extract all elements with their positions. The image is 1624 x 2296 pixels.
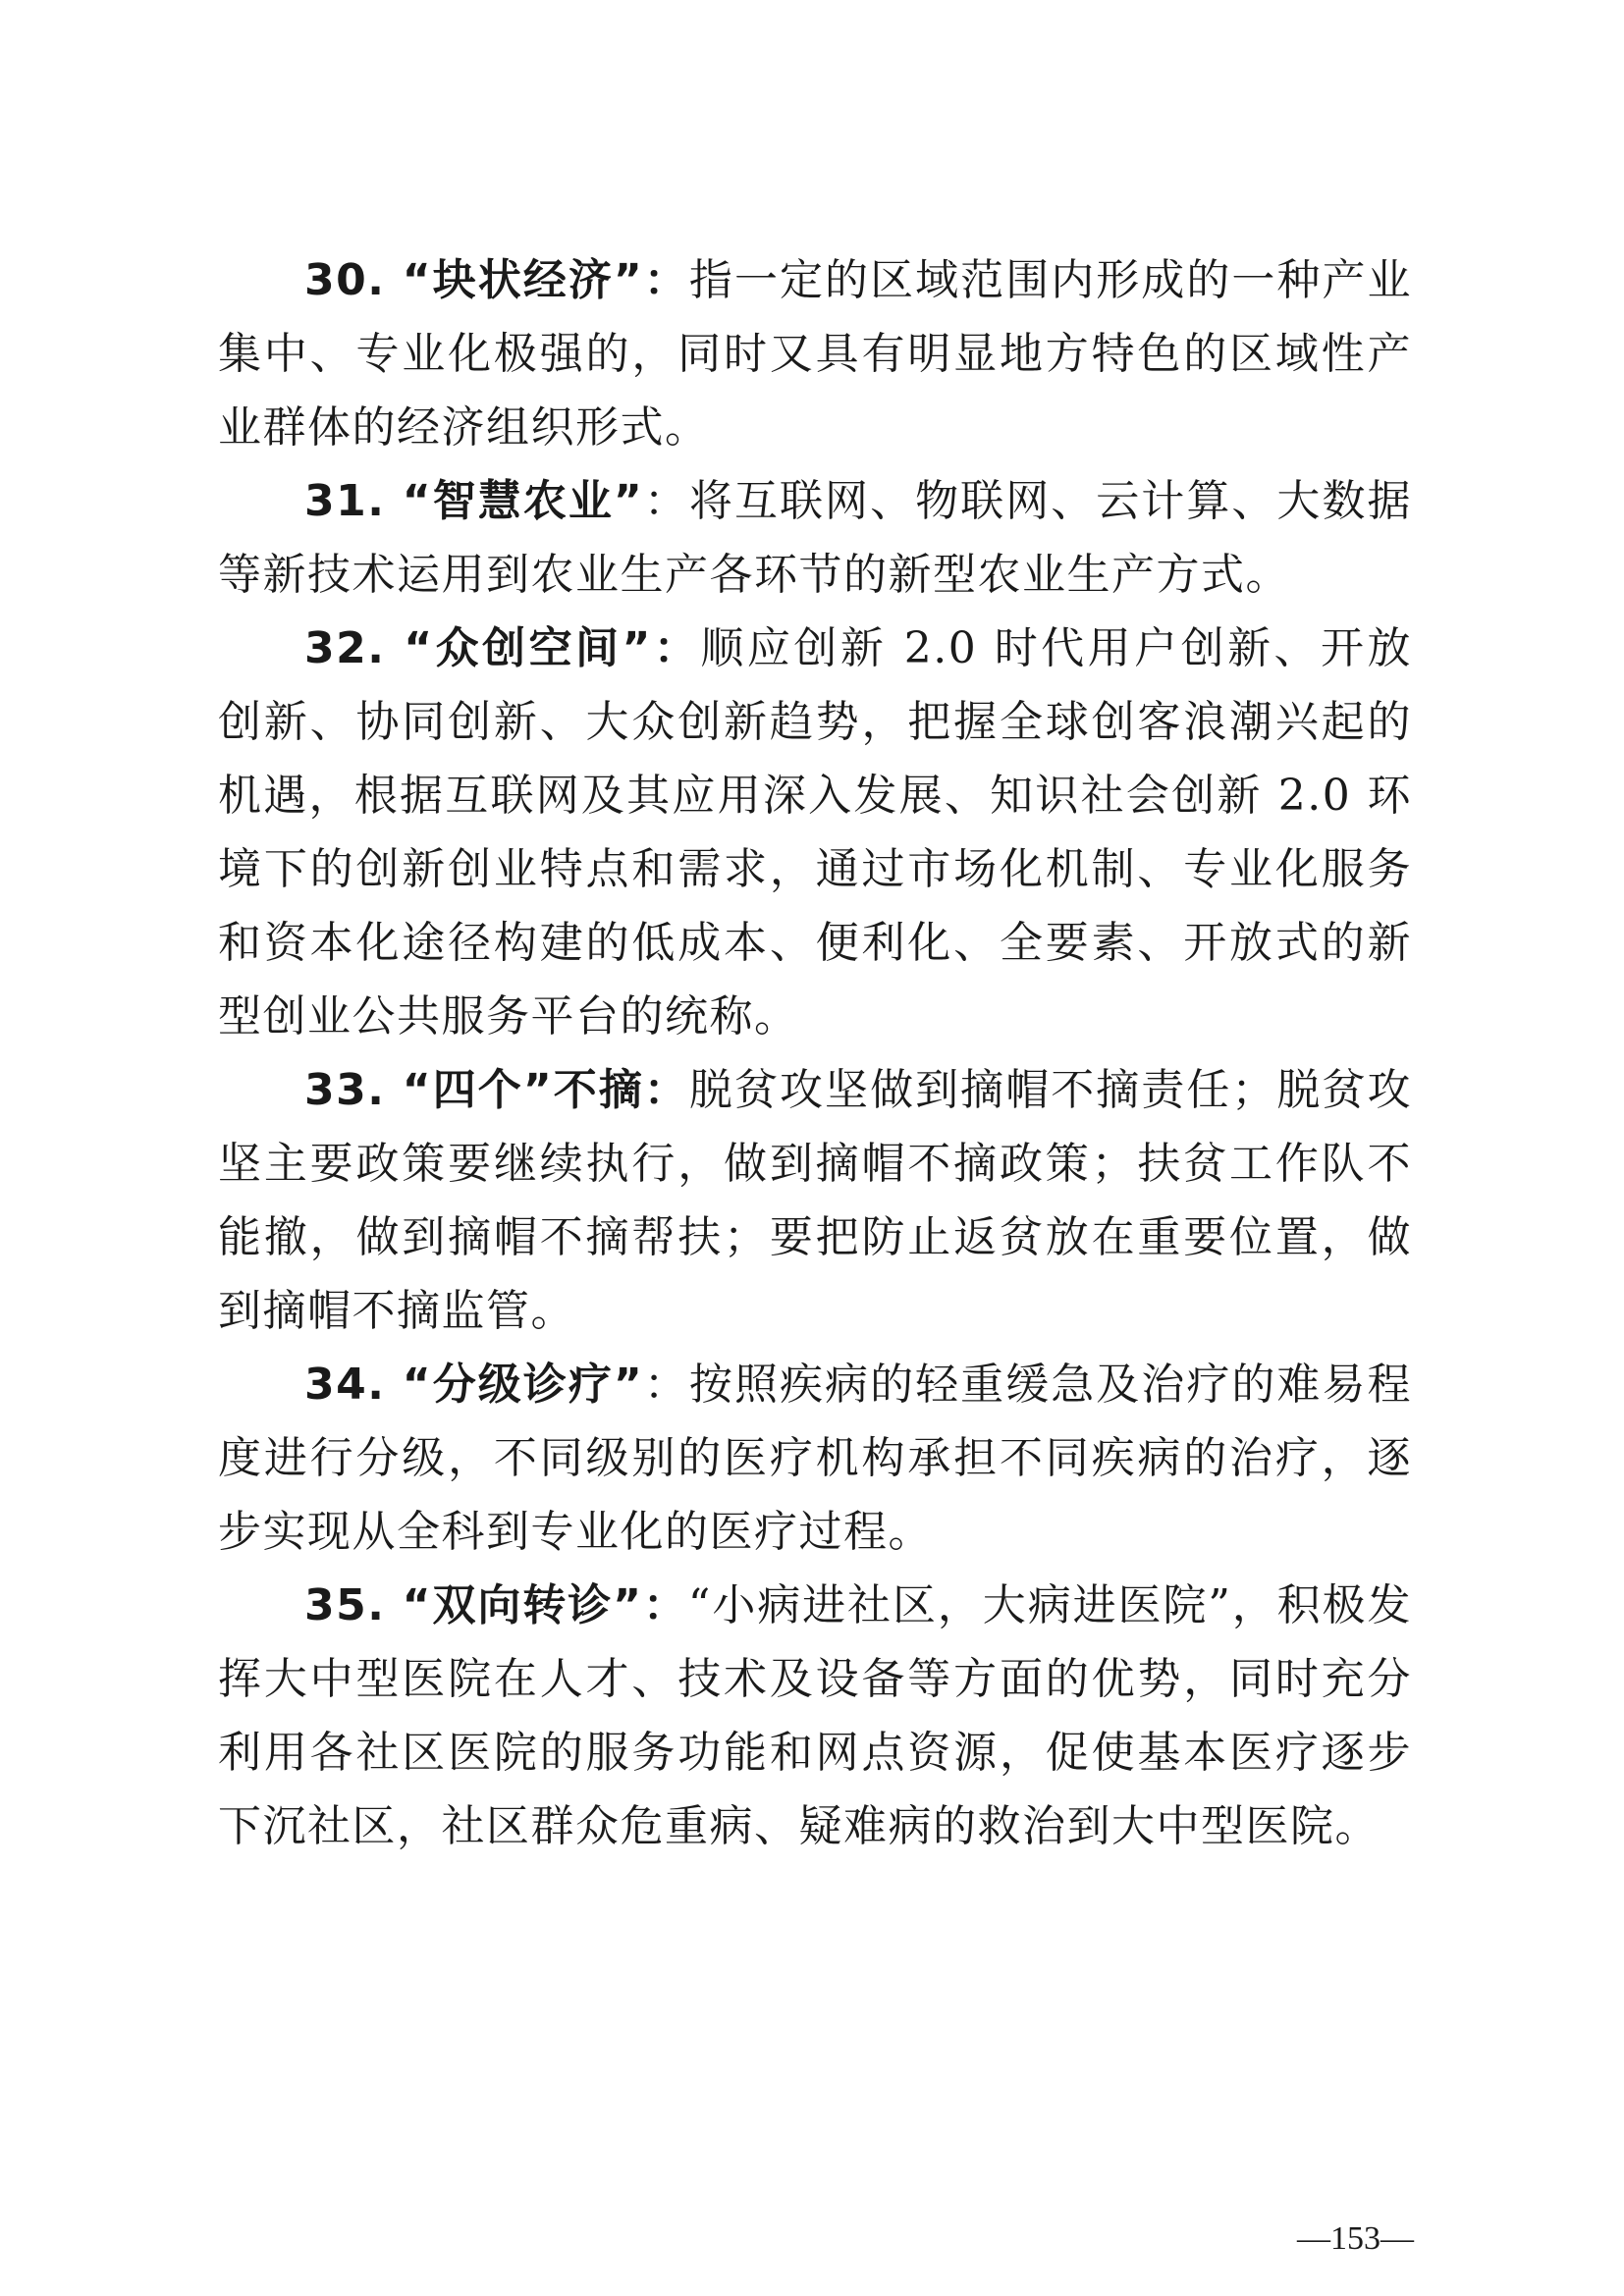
glossary-entry-33: [218, 1053, 1412, 1348]
entry-term: 35. “双向转诊”：: [304, 1580, 688, 1630]
document-body: [218, 243, 1412, 1863]
entry-definition: ：将互联网、物联网、云计算、大数据等新技术运用到农业生产各环节的新型农业生产方式。: [218, 476, 1413, 600]
glossary-entry-30: [218, 243, 1412, 464]
entry-definition: ：按照疾病的轻重缓急及治疗的难易程度进行分级，不同级别的医疗机构承担不同疾病的治疗，逐步实现从全科到专业化的医疗过程。: [218, 1360, 1413, 1557]
glossary-entry-32: [218, 612, 1412, 1053]
entry-term: 32. “众创空间”：: [304, 623, 701, 673]
glossary-entry-31: [218, 464, 1412, 612]
page-number: —153—: [1297, 2220, 1414, 2257]
entry-term: 34. “分级诊疗”: [304, 1360, 644, 1410]
entry-definition: 脱贫攻坚做到摘帽不摘责任；脱贫攻坚主要政策要继续执行，做到摘帽不摘政策；扶贫工作队不能撤，做到摘帽不摘帮扶；要把防止返贫放在重要位置，做到摘帽不摘监管。: [218, 1065, 1413, 1336]
entry-term: 30. “块状经济”：: [304, 255, 689, 305]
entry-term: 31. “智慧农业”: [304, 476, 644, 526]
entry-definition: 顺应创新 2.0 时代用户创新、开放创新、协同创新、大众创新趋势，把握全球创客浪潮兴起的机遇，根据互联网及其应用深入发展、知识社会创新 2.0 环境下的创新创业特点和需求，通过市场化机制、专业化服务和资本化途径构建的低成本、便利化、全要素、开放式的新型创业公共服务平台的统称。: [218, 623, 1412, 1041]
entry-definition: “小病进社区，大病进医院”，积极发挥大中型医院在人才、技术及设备等方面的优势，同时充分利用各社区医院的服务功能和网点资源，促使基本医疗逐步下沉社区，社区群众危重病、疑难病的救治到大中型医院。: [218, 1580, 1412, 1851]
glossary-entry-34: [218, 1348, 1412, 1569]
entry-definition: 指一定的区域范围内形成的一种产业集中、专业化极强的，同时又具有明显地方特色的区域性产业群体的经济组织形式。: [218, 255, 1413, 453]
glossary-entry-35: [218, 1569, 1412, 1863]
entry-term: 33. “四个”不摘：: [304, 1065, 689, 1115]
